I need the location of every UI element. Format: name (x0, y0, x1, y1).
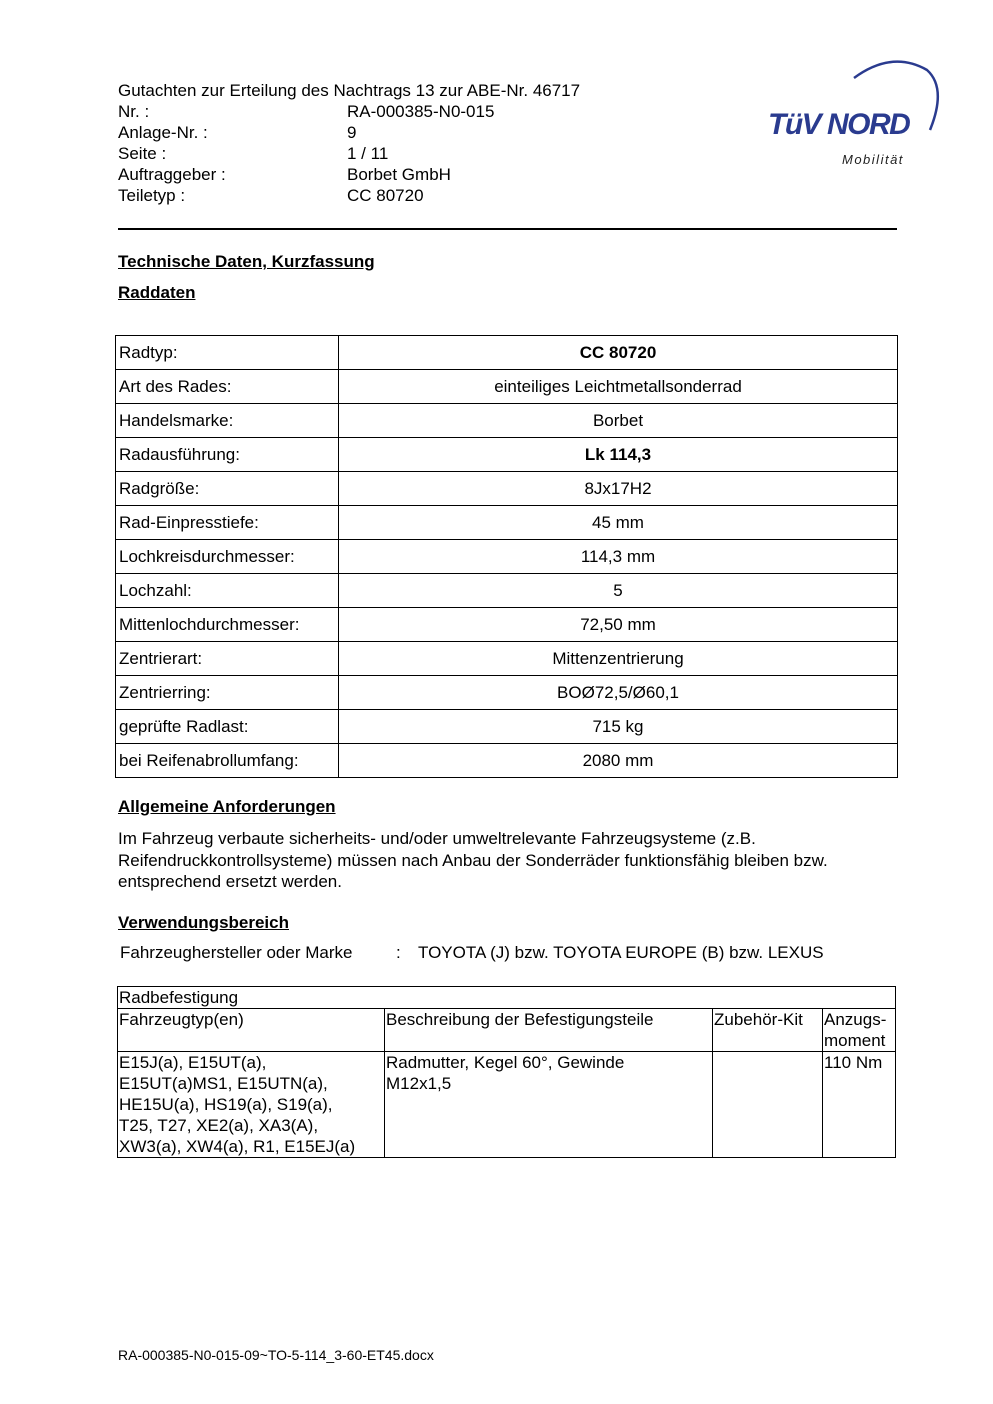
wheel-table-row (116, 438, 898, 472)
section-subheading-raddaten: Raddaten (118, 283, 196, 302)
header-divider (118, 228, 897, 230)
wheel-table-row (116, 574, 898, 608)
wheel-table-value: 72,50 mm (339, 608, 898, 642)
mounting-header-description: Beschreibung der Befestigungsteile (385, 1009, 713, 1052)
mounting-header-accessory-kit: Zubehör-Kit (713, 1009, 823, 1052)
document-header (118, 80, 580, 206)
wheel-table-label: Radausführung: (116, 438, 339, 472)
wheel-table-row (116, 506, 898, 540)
wheel-table-value: einteiliges Leichtmetallsonderrad (339, 370, 898, 404)
document-title: Gutachten zur Erteilung des Nachtrags 13 zur ABE-Nr. 46717 (118, 81, 581, 100)
wheel-data-table (115, 335, 898, 778)
usage-value: TOYOTA (J) bzw. TOYOTA EUROPE (B) bzw. LEXUS (418, 943, 824, 962)
wheel-table-label: Zentrierart: (116, 642, 339, 676)
header-value: RA-000385-N0-015 (347, 102, 495, 121)
tuev-nord-logo (762, 58, 942, 173)
wheel-table-label: Radtyp: (116, 336, 339, 370)
wheel-table-row (116, 540, 898, 574)
general-requirements-text: Im Fahrzeug verbaute sicherheits- und/oder umweltrelevante Fahrzeugsysteme (z.B. Reifendruckkontrollsysteme) müssen nach Anbau der Sonderräder funktionsfähig bleiben bzw. entsprechend ersetzt werden. (118, 829, 828, 891)
usage-separator: : (396, 943, 401, 962)
wheel-table-value: 5 (339, 574, 898, 608)
header-label: Auftraggeber : (118, 165, 226, 184)
logo-wordmark: TüV NORD (768, 108, 910, 141)
wheel-table-label: geprüfte Radlast: (116, 710, 339, 744)
header-value: CC 80720 (347, 186, 424, 205)
header-row-teiletyp (118, 185, 580, 206)
header-label: Teiletyp : (118, 186, 186, 205)
header-row-nr (118, 101, 580, 122)
wheel-table-label: bei Reifenabrollumfang: (116, 744, 339, 778)
mounting-header-vehicle-types: Fahrzeugtyp(en) (118, 1009, 385, 1052)
wheel-table-label: Rad-Einpresstiefe: (116, 506, 339, 540)
wheel-table-row (116, 404, 898, 438)
header-value: 9 (347, 123, 357, 142)
header-label: Anlage-Nr. : (118, 123, 208, 142)
section-heading-usage: Verwendungsbereich (118, 913, 289, 932)
mounting-cell-accessory-kit (713, 1052, 823, 1158)
wheel-table-label: Art des Rades: (116, 370, 339, 404)
header-row-anlage (118, 122, 580, 143)
wheel-table-value: Lk 114,3 (339, 438, 898, 472)
wheel-table-row (116, 642, 898, 676)
wheel-table-row (116, 336, 898, 370)
wheel-table-value: CC 80720 (339, 336, 898, 370)
mounting-cell-torque: 110 Nm (823, 1052, 896, 1158)
header-label: Seite : (118, 144, 167, 163)
header-value: Borbet GmbH (347, 165, 451, 184)
mounting-cell-vehicle-types: E15J(a), E15UT(a), E15UT(a)MS1, E15UTN(a), HE15U(a), HS19(a), S19(a), T25, T27, XE2(a), XA3(A), XW3(a), XW4(a), R1, E15EJ(a) (118, 1052, 385, 1158)
mounting-cell-description: Radmutter, Kegel 60°, Gewinde M12x1,5 (385, 1052, 713, 1158)
usage-label: Fahrzeughersteller oder Marke (120, 943, 353, 962)
wheel-table-value: BOØ72,5/Ø60,1 (339, 676, 898, 710)
section-heading-technical-data: Technische Daten, Kurzfassung (118, 252, 375, 271)
usage-manufacturer-row (120, 943, 824, 963)
mounting-header-torque: Anzugs- moment (823, 1009, 896, 1052)
wheel-table-label: Zentrierring: (116, 676, 339, 710)
section-heading-general: Allgemeine Anforderungen (118, 797, 336, 816)
wheel-table-value: Mittenzentrierung (339, 642, 898, 676)
header-row-seite (118, 143, 580, 164)
wheel-table-row (116, 608, 898, 642)
wheel-table-row (116, 472, 898, 506)
mounting-table-title: Radbefestigung (118, 987, 896, 1009)
wheel-table-value: Borbet (339, 404, 898, 438)
logo-tagline: Mobilität (842, 152, 904, 167)
wheel-table-label: Radgröße: (116, 472, 339, 506)
wheel-table-value: 114,3 mm (339, 540, 898, 574)
header-row-auftraggeber (118, 164, 580, 185)
wheel-table-value: 8Jx17H2 (339, 472, 898, 506)
wheel-table-value: 715 kg (339, 710, 898, 744)
wheel-table-row (116, 676, 898, 710)
wheel-table-label: Lochzahl: (116, 574, 339, 608)
wheel-table-row (116, 710, 898, 744)
wheel-table-label: Lochkreisdurchmesser: (116, 540, 339, 574)
header-value: 1 / 11 (347, 144, 389, 163)
wheel-table-value: 2080 mm (339, 744, 898, 778)
wheel-table-label: Mittenlochdurchmesser: (116, 608, 339, 642)
wheel-table-row (116, 744, 898, 778)
wheel-table-row (116, 370, 898, 404)
mounting-table (117, 986, 896, 1158)
footer-filename: RA-000385-N0-015-09~TO-5-114_3-60-ET45.docx (118, 1347, 434, 1363)
wheel-table-value: 45 mm (339, 506, 898, 540)
header-label: Nr. : (118, 102, 150, 121)
wheel-table-label: Handelsmarke: (116, 404, 339, 438)
